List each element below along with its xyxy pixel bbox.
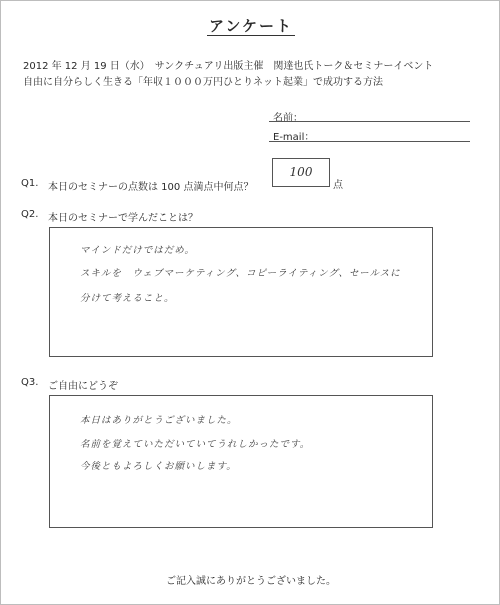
email-field[interactable] [269,141,470,142]
name-label: 名前： [273,113,303,124]
q1-score-box[interactable] [272,158,330,187]
form-title-text: アンケート [208,17,294,35]
q3-answer-line: 本日はありがとうございました。 [80,415,238,426]
q1-score-unit: 点 [333,180,343,191]
q2-number: Q2. [21,209,39,220]
q2-answer-line: スキルを ウェブマーケティング、コピーライティング、セールスに [80,268,401,279]
q2-answer-line: マインドだけではだめ。 [80,245,195,256]
event-info-line-2: 自由に自分らしく生きる「年収１０００万円ひとりネット起業」で成功する方法 [23,77,383,88]
q3-answer-line: 今後ともよろしくお願いします。 [80,461,237,472]
event-info-line-1: 2012 年 12 月 19 日（水） サンクチュアリ出版主催 関達也氏トーク＆セミナーイベント [23,61,434,72]
q3-answer-line: 名前を覚えていただいていてうれしかったです。 [80,439,311,450]
q2-question: 本日のセミナーで学んだことは？ [48,213,198,224]
q3-number: Q3. [21,377,39,388]
q1-score-value: 100 [289,165,313,179]
q3-question: ご自由にどうぞ [48,381,118,392]
q1-number: Q1. [21,178,39,189]
q2-answer-box[interactable] [49,227,433,357]
thank-you-footer: ご記入誠にありがとうございました。 [166,576,336,587]
q1-question: 本日のセミナーの点数は 100 点満点中何点？ [48,182,254,193]
form-title [1,15,500,36]
email-label: E-mail： [273,132,315,143]
q2-answer-line: 分けて考えること。 [80,293,175,304]
q3-answer-box[interactable] [49,395,433,528]
name-field[interactable] [269,121,470,122]
